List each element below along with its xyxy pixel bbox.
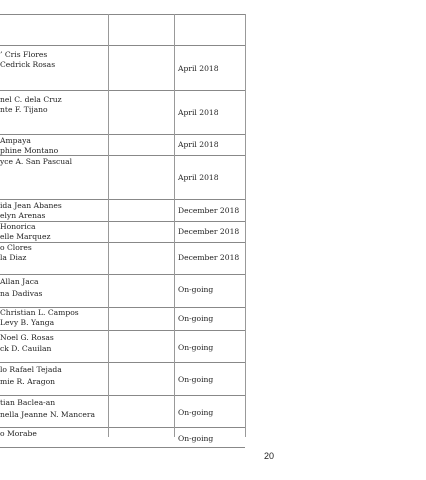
member-name: nella Jeanne N. Mancera: [0, 410, 96, 419]
members-table: [0, 14, 245, 448]
member-names: [0, 276, 42, 300]
table-row: [0, 275, 245, 308]
column-divider: [174, 14, 175, 437]
table-row: [0, 14, 245, 46]
completion-date: On-going: [178, 408, 214, 417]
member-names: [0, 364, 62, 388]
member-names: [0, 429, 37, 439]
member-name: elyn Arenas: [0, 211, 46, 220]
member-name: nte F. Tijano: [0, 105, 48, 114]
completion-date: On-going: [178, 434, 214, 443]
completion-date: April 2018: [178, 64, 219, 73]
member-name: la Diaz: [0, 253, 27, 262]
table-row: [0, 428, 245, 448]
table-row: [0, 135, 245, 156]
member-name: Cedrick Rosas: [0, 60, 56, 69]
member-name: ’ Cris Flores: [0, 50, 48, 59]
table-row: [0, 363, 245, 396]
completion-date: December 2018: [178, 253, 240, 262]
member-names: [0, 95, 62, 115]
member-names: [0, 243, 32, 263]
member-name: Noel G. Rosas: [0, 333, 54, 342]
member-name: tian Baclea-an: [0, 398, 56, 407]
member-name: na Dadivas: [0, 289, 43, 298]
member-names: [0, 50, 55, 70]
member-name: Christian L. Campos: [0, 308, 79, 317]
completion-date: December 2018: [178, 227, 240, 236]
table-row: [0, 91, 245, 135]
member-names: [0, 397, 95, 421]
member-name: ck D. Cauilan: [0, 344, 52, 353]
member-name: Ampaya: [0, 136, 31, 145]
member-names: [0, 308, 79, 328]
member-name: nel C. dela Cruz: [0, 95, 62, 104]
member-names: [0, 157, 72, 167]
table-row: [0, 396, 245, 428]
member-names: [0, 136, 58, 156]
completion-date: On-going: [178, 314, 214, 323]
member-names: [0, 201, 62, 221]
completion-date: April 2018: [178, 108, 219, 117]
member-name: mie R. Aragon: [0, 377, 56, 386]
member-name: Levy B. Yanga: [0, 318, 55, 327]
column-divider: [108, 14, 109, 437]
completion-date: On-going: [178, 285, 214, 294]
member-name: phine Montano: [0, 146, 59, 155]
member-name: o Morabe: [0, 429, 37, 438]
member-name: Honorica: [0, 222, 36, 231]
member-name: o Clores: [0, 243, 32, 252]
member-name: ida Jean Abanes: [0, 201, 62, 210]
table-row: [0, 46, 245, 91]
member-name: yce A. San Pascual: [0, 157, 73, 166]
completion-date: April 2018: [178, 140, 219, 149]
table-row: [0, 200, 245, 222]
table-row: [0, 331, 245, 363]
completion-date: On-going: [178, 343, 214, 352]
page-number: 20: [264, 451, 275, 461]
table-row: [0, 222, 245, 243]
member-name: lo Rafael Tejada: [0, 365, 62, 374]
member-name: elle Marquez: [0, 232, 51, 241]
table-row: [0, 308, 245, 331]
completion-date: April 2018: [178, 173, 219, 182]
completion-date: On-going: [178, 375, 214, 384]
completion-date: December 2018: [178, 206, 240, 215]
table-row: [0, 243, 245, 275]
member-names: [0, 332, 54, 354]
member-name: Allan Jaca: [0, 277, 39, 286]
member-names: [0, 222, 50, 242]
table-row: [0, 156, 245, 200]
column-divider: [245, 14, 246, 437]
